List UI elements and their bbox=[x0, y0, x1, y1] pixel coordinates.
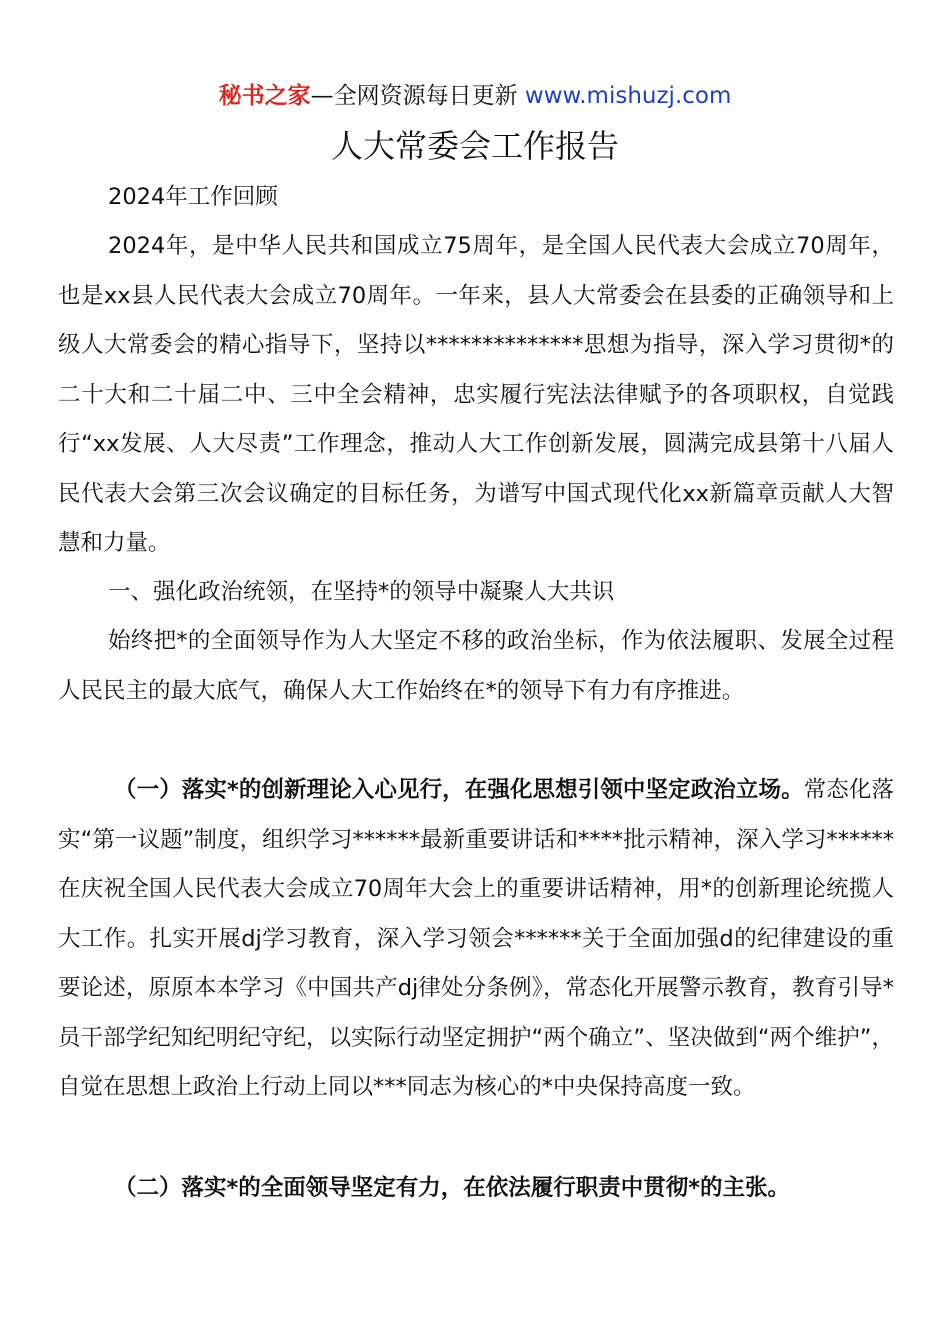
brand-name: 秘书之家 bbox=[218, 83, 311, 109]
section-one-heading: 一、强化政治统领，在坚持*的领导中凝聚人大共识 bbox=[108, 579, 615, 605]
subsection-one-paragraph bbox=[58, 766, 894, 1113]
subsection-two-heading: （二）落实*的全面领导坚定有力，在依法履行职责中贯彻*的主张。 bbox=[114, 1175, 791, 1201]
intro-paragraph: 2024年，是中华人民共和国成立75周年，是全国人民代表大会成立70周年，也是xx县人民代表大会成立70周年。一年来，县人大常委会在县委的正确领导和上级人大常委会的精心指导下，坚持以**************思想为指导，深入学习贯彻*的二十大和二十届二中、三中全会精神，忠实履行宪法法律赋予的各项职权，自觉践行“xx发展、人大尽责”工作理念，推动人大工作创新发展，圆满完成县第十八届人民代表大会第三次会议确定的目标任务，为谱写中国式现代化xx新篇章贡献人大智慧和力量。 bbox=[58, 233, 894, 556]
site-header bbox=[0, 80, 950, 112]
site-slogan: —全网资源每日更新 bbox=[310, 83, 525, 109]
review-heading: 2024年工作回顾 bbox=[108, 184, 278, 210]
section-one-paragraph: 始终把*的全面领导作为人大坚定不移的政治坐标，作为依法履职、发展全过程人民民主的最大底气，确保人大工作始终在*的领导下有力有序推进。 bbox=[58, 628, 894, 704]
document-title: 人大常委会工作报告 bbox=[330, 127, 619, 165]
site-url-link[interactable]: www.mishuzj.com bbox=[524, 83, 732, 109]
subsection-one-body: 常态化落实“第一议题”制度，组织学习******最新重要讲话和****批示精神，深入学习******在庆祝全国人民代表大会成立70周年大会上的重要讲话精神，用*的创新理论统揽人大工作。扎实开展dj学习教育，深入学习领会******关于全面加强d的纪律建设的重要论述，原原本本学习《中国共产dj律处分条例》，常态化开展警示教育，教育引导*员干部学纪知纪明纪守纪，以实际行动坚定拥护“两个确立”、坚决做到“两个维护”，自觉在思想上政治上行动上同以***同志为核心的*中央保持高度一致。 bbox=[58, 777, 894, 1100]
subsection-one-heading: （一）落实*的创新理论入心见行，在强化思想引领中坚定政治立场。 bbox=[114, 777, 804, 803]
